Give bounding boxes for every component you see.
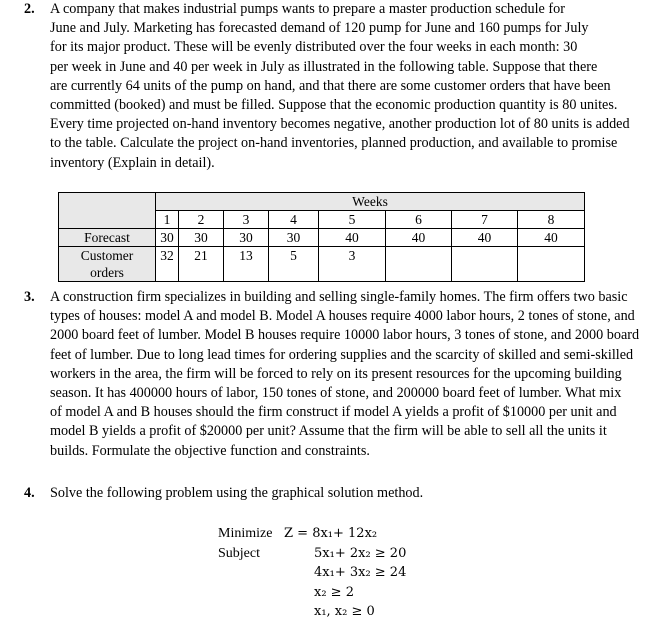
table-row-forecast <box>59 229 585 247</box>
text-line: workers in the area, the firm will be forced to rely on its present resources for the upcoming building <box>50 365 622 382</box>
forecast-cell: 40 <box>319 229 386 247</box>
table-row-customer-orders <box>59 247 585 282</box>
customer-orders-label-line: orders <box>90 265 124 280</box>
text-line: A construction firm specializes in building and selling single-family homes. The firm offers two basic <box>50 289 628 305</box>
order-cell: 21 <box>179 247 224 282</box>
forecast-table <box>58 192 585 282</box>
week-cell: 6 <box>386 211 452 229</box>
forecast-cell: 30 <box>156 229 179 247</box>
text-line: for its major product. These will be evenly distributed over the four weeks in each month: 30 <box>50 39 578 56</box>
week-cell: 4 <box>269 211 319 229</box>
order-cell <box>386 247 452 282</box>
week-cell: 2 <box>179 211 224 229</box>
forecast-cell: 40 <box>452 229 518 247</box>
text-line: 2000 board feet of lumber. Model B houses require 10000 labor hours, 3 tones of stone, and 2000 board <box>50 327 640 344</box>
constraint: 5x₁+ 2x₂ ≥ 20 <box>314 545 407 561</box>
question-text: Solve the following problem using the graphical solution method. <box>50 485 424 501</box>
text-line: committed (booked) and must be filled. Suppose that the economic production quantity is 80 unites. <box>50 97 618 114</box>
text-line: are currently 64 units of the pump on hand, and that there are some customer orders that have been <box>50 77 611 94</box>
week-cell: 7 <box>452 211 518 229</box>
text-line: season. It has 400000 hours of labor, 150 tones of stone, and 200000 board feet of lumber. What mix <box>50 385 622 402</box>
question-3 <box>24 288 654 461</box>
forecast-label: Forecast <box>59 229 156 247</box>
text-line: to the table. Calculate the project on-hand inventories, planned production, and available to promise <box>50 135 618 152</box>
question-number: 3. <box>24 289 35 305</box>
text-line: inventory (Explain in detail). <box>50 154 215 171</box>
weeks-header: Weeks <box>156 193 585 211</box>
empty-corner-cell <box>59 193 156 229</box>
order-cell: 13 <box>224 247 269 282</box>
text-line: builds. Formulate the objective function and constraints. <box>50 442 370 459</box>
question-text <box>50 0 654 173</box>
question-text <box>50 288 654 461</box>
text-line: model B yields a profit of $20000 per unit? Assume that the firm will be able to sell all the units it <box>50 423 607 440</box>
text-line: per week in June and 40 per week in July as illustrated in the following table. Suppose that there <box>50 58 598 75</box>
question-number: 4. <box>24 485 35 501</box>
order-cell <box>518 247 585 282</box>
constraint: 4x₁+ 3x₂ ≥ 24 <box>314 565 407 580</box>
order-cell: 3 <box>319 247 386 282</box>
forecast-cell: 30 <box>269 229 319 247</box>
objective-function: Z = 8x₁+ 12x₂ <box>284 526 378 541</box>
text-line: A company that makes industrial pumps wants to prepare a master production schedule for <box>50 1 565 17</box>
constraint: x₂ ≥ 2 <box>314 584 354 600</box>
customer-orders-label <box>59 247 156 282</box>
order-cell: 32 <box>156 247 179 282</box>
text-line: of model A and B houses should the firm construct if model A yields a profit of $10000 per unit and <box>50 404 617 421</box>
week-cell: 8 <box>518 211 585 229</box>
question-4 <box>24 484 654 503</box>
table-row-weeks-header <box>59 193 585 211</box>
week-cell: 3 <box>224 211 269 229</box>
forecast-cell: 30 <box>179 229 224 247</box>
forecast-cell: 40 <box>518 229 585 247</box>
text-line: feet of lumber. Due to long lead times for ordering supplies and the scarcity of skilled and semi-skilled <box>50 346 634 363</box>
text-line: Every time projected on-hand inventory becomes negative, another production lot of 80 units is added <box>50 116 630 133</box>
forecast-cell: 40 <box>386 229 452 247</box>
question-number: 2. <box>24 1 35 17</box>
forecast-cell: 30 <box>224 229 269 247</box>
customer-orders-label-line: Customer <box>80 248 134 263</box>
subject-label: Subject <box>218 545 260 561</box>
question-2 <box>24 0 654 173</box>
text-line: June and July. Marketing has forecasted demand of 120 pump for June and 160 pumps for July <box>50 20 589 37</box>
text-line: types of houses: model A and model B. Model A houses require 4000 labor hours, 2 tones of stone, and <box>50 308 635 325</box>
order-cell: 5 <box>269 247 319 282</box>
minimize-label: Minimize <box>218 526 273 541</box>
week-cell: 1 <box>156 211 179 229</box>
order-cell <box>452 247 518 282</box>
week-cell: 5 <box>319 211 386 229</box>
constraint: x₁, x₂ ≥ 0 <box>314 604 375 619</box>
